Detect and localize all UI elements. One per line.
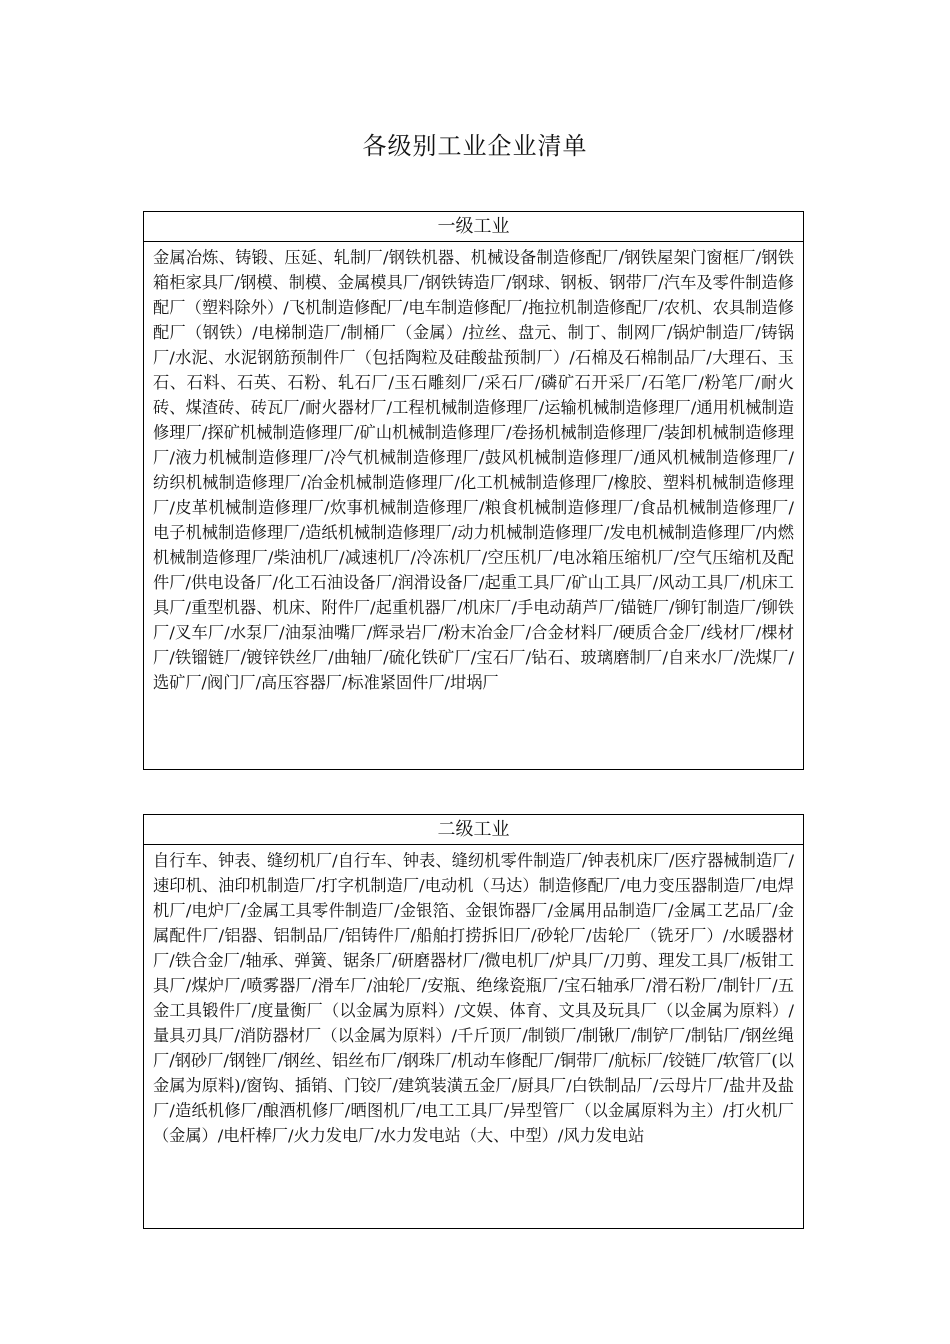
document-title: 各级别工业企业清单	[362, 132, 588, 160]
section-content: 自行车、钟表、缝纫机厂/自行车、钟表、缝纫机零件制造厂/钟表机床厂/医疗器械制造厂/速印机、油印机制造厂/打字机制造厂/电动机（马达）制造修配厂/电力变压器制造厂/电焊机厂/电炉厂/金属工具零件制造厂/金银箔、金银饰器厂/金属用品制造厂/金属工艺品厂/金属配件厂/铝器、铝制品厂/铝铸件厂/船舶打捞拆旧厂/砂轮厂/齿轮厂（铣牙厂）/水暖器材厂/铁合金厂/轴承、弹簧、锯条厂/研磨器材厂/微电机厂/炉具厂/刀剪、理发工具厂/板钳工具厂/煤炉厂/喷雾器厂/滑车厂/油轮厂/安瓶、绝缘瓷瓶厂/宝石轴承厂/滑石粉厂/制针厂/五金工具锻件厂/度量衡厂（以金属为原料）/文娱、体育、文具及玩具厂（以金属为原料）/量具刃具厂/消防器材厂（以金属为原料）/千斤顶厂/制锁厂/制锹厂/制铲厂/制钻厂/钢丝绳厂/钢砂厂/钢锉厂/钢丝、铝丝布厂/钢珠厂/机动车修配厂/铜带厂/航标厂/铰链厂/软管厂(以金属为原料)/窗钩、插销、门铰厂/建筑装潢五金厂/厨具厂/白铁制品厂/云母片厂/盐井及盐厂/造纸机修厂/酿酒机修厂/晒图机厂/电工工具厂/异型管厂（以金属原料为主）/打火机厂（金属）/电杆棒厂/火力发电厂/水力发电站（大、中型）/风力发电站	[153, 851, 794, 1145]
section-heading: 一级工业	[144, 212, 803, 242]
section-level-1	[143, 211, 804, 770]
section-content: 金属冶炼、铸锻、压延、轧制厂/钢铁机器、机械设备制造修配厂/钢铁屋架门窗框厂/钢铁箱柜家具厂/钢模、制模、金属模具厂/钢铁铸造厂/钢球、钢板、钢带厂/汽车及零件制造修配厂（塑料除外）/飞机制造修配厂/电车制造修配厂/拖拉机制造修配厂/农机、农具制造修配厂（钢铁）/电梯制造厂/制桶厂（金属）/拉丝、盘元、制丁、制网厂/锅炉制造厂/铸锅厂/水泥、水泥钢筋预制件厂（包括陶粒及硅酸盐预制厂）/石棉及石棉制品厂/大理石、玉石、石料、石英、石粉、轧石厂/玉石雕刻厂/采石厂/磷矿石开采厂/石笔厂/粉笔厂/耐火砖、煤渣砖、砖瓦厂/耐火器材厂/工程机械制造修理厂/运输机械制造修理厂/通用机械制造修理厂/探矿机械制造修理厂/矿山机械制造修理厂/卷扬机械制造修理厂/装卸机械制造修理厂/液力机械制造修理厂/冷气机械制造修理厂/鼓风机械制造修理厂/通风机械制造修理厂/纺织机械制造修理厂/冶金机械制造修理厂/化工机械制造修理厂/橡胶、塑料机械制造修理厂/皮革机械制造修理厂/炊事机械制造修理厂/粮食机械制造修理厂/食品机械制造修理厂/电子机械制造修理厂/造纸机械制造修理厂/动力机械制造修理厂/发电机械制造修理厂/内燃机械制造修理厂/柴油机厂/减速机厂/冷冻机厂/空压机厂/电冰箱压缩机厂/空气压缩机及配件厂/供电设备厂/化工石油设备厂/润滑设备厂/起重工具厂/矿山工具厂/风动工具厂/机床工具厂/重型机器、机床、附件厂/起重机器厂/机床厂/手电动葫芦厂/锚链厂/铆钉制造厂/铆铁厂/叉车厂/水泵厂/油泵油嘴厂/辉录岩厂/粉末冶金厂/合金材料厂/硬质合金厂/线材厂/棵材厂/铁镏链厂/镀锌铁丝厂/曲轴厂/硫化铁矿厂/宝石厂/钻石、玻璃磨制厂/自来水厂/洗煤厂/选矿厂/阀门厂/高压容器厂/标准紧固件厂/坩埚厂	[153, 248, 794, 692]
section-level-2	[143, 814, 804, 1229]
section-heading: 二级工业	[144, 815, 803, 845]
